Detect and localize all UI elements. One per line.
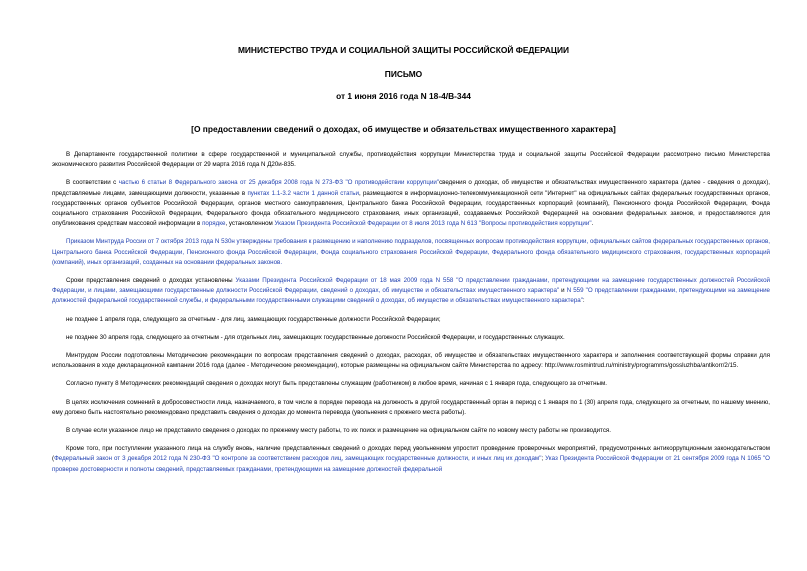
paragraph <box>52 178 770 229</box>
document-subject: [О предоставлении сведений о доходах, об имуществе и обязательствах имущественного характера] <box>191 124 616 134</box>
paragraph-text: Сроки представления сведений о доходах установлены <box>66 277 236 285</box>
paragraph: В целях исключения сомнений в добросовестности лица, назначаемого, в том числе в порядке перевода на должность в другой государственный орган в период с 1 января по 1 (30) апреля года, следующего за отчетным, по нашему мнению, ему должно быть настоятельно рекомендовано представить сведения о доходах до момента перевода (увольнения с прежнего места работы). <box>52 398 770 416</box>
document-date-number: от 1 июня 2016 года N 18-4/В-344 <box>336 91 471 101</box>
paragraph: В Департаменте государственной политики в сфере государственной и муниципальной службы, противодействия коррупции Министерства труда и социальной защиты Российской Федерации рассмотрено письмо Министерства экономического развития Российской Федерации от 29 марта 2016 года N Д20и-835. <box>52 151 770 169</box>
law-link-paragraph[interactable]: Приказом Минтруда России от 7 октября 2013 года N 530н утверждены требования к размещению и наполнению подразделов, посвященных вопросам противодействия коррупции, официальных сайтов федеральных государственных органов, Центрального банка Российской Федерации, Пенсионного фонда Российской Федерации, Фонда социального страхования Российской Федерации, Федерального фонда обязательного медицинского страхования, государственных корпораций (компаний), иных организаций, созданных на основании федеральных законов. <box>52 238 770 266</box>
paragraph <box>52 444 770 475</box>
paragraph-text: . <box>591 220 594 228</box>
law-link[interactable]: пунктах 1.1-3.2 части 1 данной статьи <box>247 189 359 197</box>
paragraph-text: В соответствии с <box>66 179 119 187</box>
law-link[interactable]: Указ Президента Российской Федерации от 21 сентября 2009 года N 1065 "О проверке достоверности и полноты сведений, представляемых гражданами, претендующими на замещение должностей федеральной <box>52 455 770 473</box>
paragraph-text: Кроме того, при поступлении указанного лица на службу вновь, наличие представленных сведений о доходах перед увольнением упростит проведение проверочных мероприятий, предусмотренных антикоррупционным законодательством ( <box>52 445 770 463</box>
paragraph: В случае если указанное лицо не представило сведения о доходах по прежнему месту работы, то их поиск и размещение на официальном сайте по новому месту работы не производится. <box>66 427 611 435</box>
paragraph-text: сведения о доходах, об имуществе и обязательствах имущественного характера (далее - сведения о доходах), представляемые лицами, замещающими должности, указанные в <box>52 179 771 197</box>
paragraph-text: : <box>582 297 585 305</box>
paragraph-text: ; <box>541 455 546 463</box>
ministry-heading: МИНИСТЕРСТВО ТРУДА И СОЦИАЛЬНОЙ ЗАЩИТЫ РОССИЙСКОЙ ФЕДЕРАЦИИ <box>237 45 570 55</box>
law-link[interactable]: Федеральный закон от 3 декабря 2012 года N 230-ФЗ "О контроле за соответствием расходов лиц, замещающих государственные должности, и иных лиц их доходам" <box>54 455 542 463</box>
paragraph: не позднее 30 апреля года, следующего за отчетным - для отдельных лиц, замещающих государственные должности Российской Федерации, и государственных служащих. <box>66 333 565 341</box>
paragraph-text: и <box>559 287 567 295</box>
law-link[interactable]: Указами Президента Российской Федерации от 18 мая 2009 года N 558 "О представлении гражданами, претендующими на замещение государственных должностей Российской Федерации, и лицами, замещающими государственные должности Российской Федерации, сведений о доходах, об имуществе и обязательствах имущественного характера" <box>52 277 770 295</box>
law-link[interactable]: порядке <box>202 220 226 228</box>
document-body <box>52 150 770 483</box>
document-type: ПИСЬМО <box>384 69 423 79</box>
paragraph: Минтрудом России подготовлены Методические рекомендации по вопросам представления сведений о доходах, расходах, об имуществе и обязательствах имущественного характера и заполнения соответствующей формы справки для использования в ходе декларационной кампании 2016 года (далее - Методические рекомендации), которые размещены на официальном сайте Министерства по адресу: http://www.rosmintrud.ru/ministry/programms/gossluzhba/antikorr/2/15. <box>52 352 770 370</box>
paragraph-text: , размещаются в информационно-телекоммуникационной сети "Интернет" на официальных сайтах федеральных государственных органов, государственных органов субъектов Российской Федерации, органов местного самоуправления, Центрального банка Российской Федерации, государственных корпораций (компаний), Пенсионного фонда Российской Федерации, Фонда социального страхования Российской Федерации, Федерального фонда обязательного медицинского страхования, иных организаций, создаваемых Российской Федерацией на основании федеральных законов, и предоставляются для опубликования средствам массовой информации в <box>52 189 770 228</box>
law-link[interactable]: Указом Президента Российской Федерации от 8 июля 2013 года N 613 "Вопросы противодействия коррупции" <box>274 220 592 228</box>
law-link[interactable]: частью 6 статьи 8 Федерального закона от 25 декабря 2008 года N 273-ФЗ "О противодействии коррупции" <box>118 179 440 187</box>
paragraph: не позднее 1 апреля года, следующего за отчетным - для лиц, замещающих государственные должности Российской Федерации; <box>66 315 441 323</box>
paragraph <box>52 276 770 307</box>
paragraph: Согласно пункту 8 Методических рекомендаций сведения о доходах могут быть представлены служащим (работником) в любое время, начиная с 1 января года, следующего за отчетным. <box>66 380 607 388</box>
paragraph-text: , установленном <box>225 220 275 228</box>
law-link[interactable]: N 559 "О представлении гражданами, претендующими на замещение должностей федеральной государственной службы, и федеральными государственными служащими сведений о доходах, об имуществе и обязательствах имущественного характера" <box>52 287 770 305</box>
